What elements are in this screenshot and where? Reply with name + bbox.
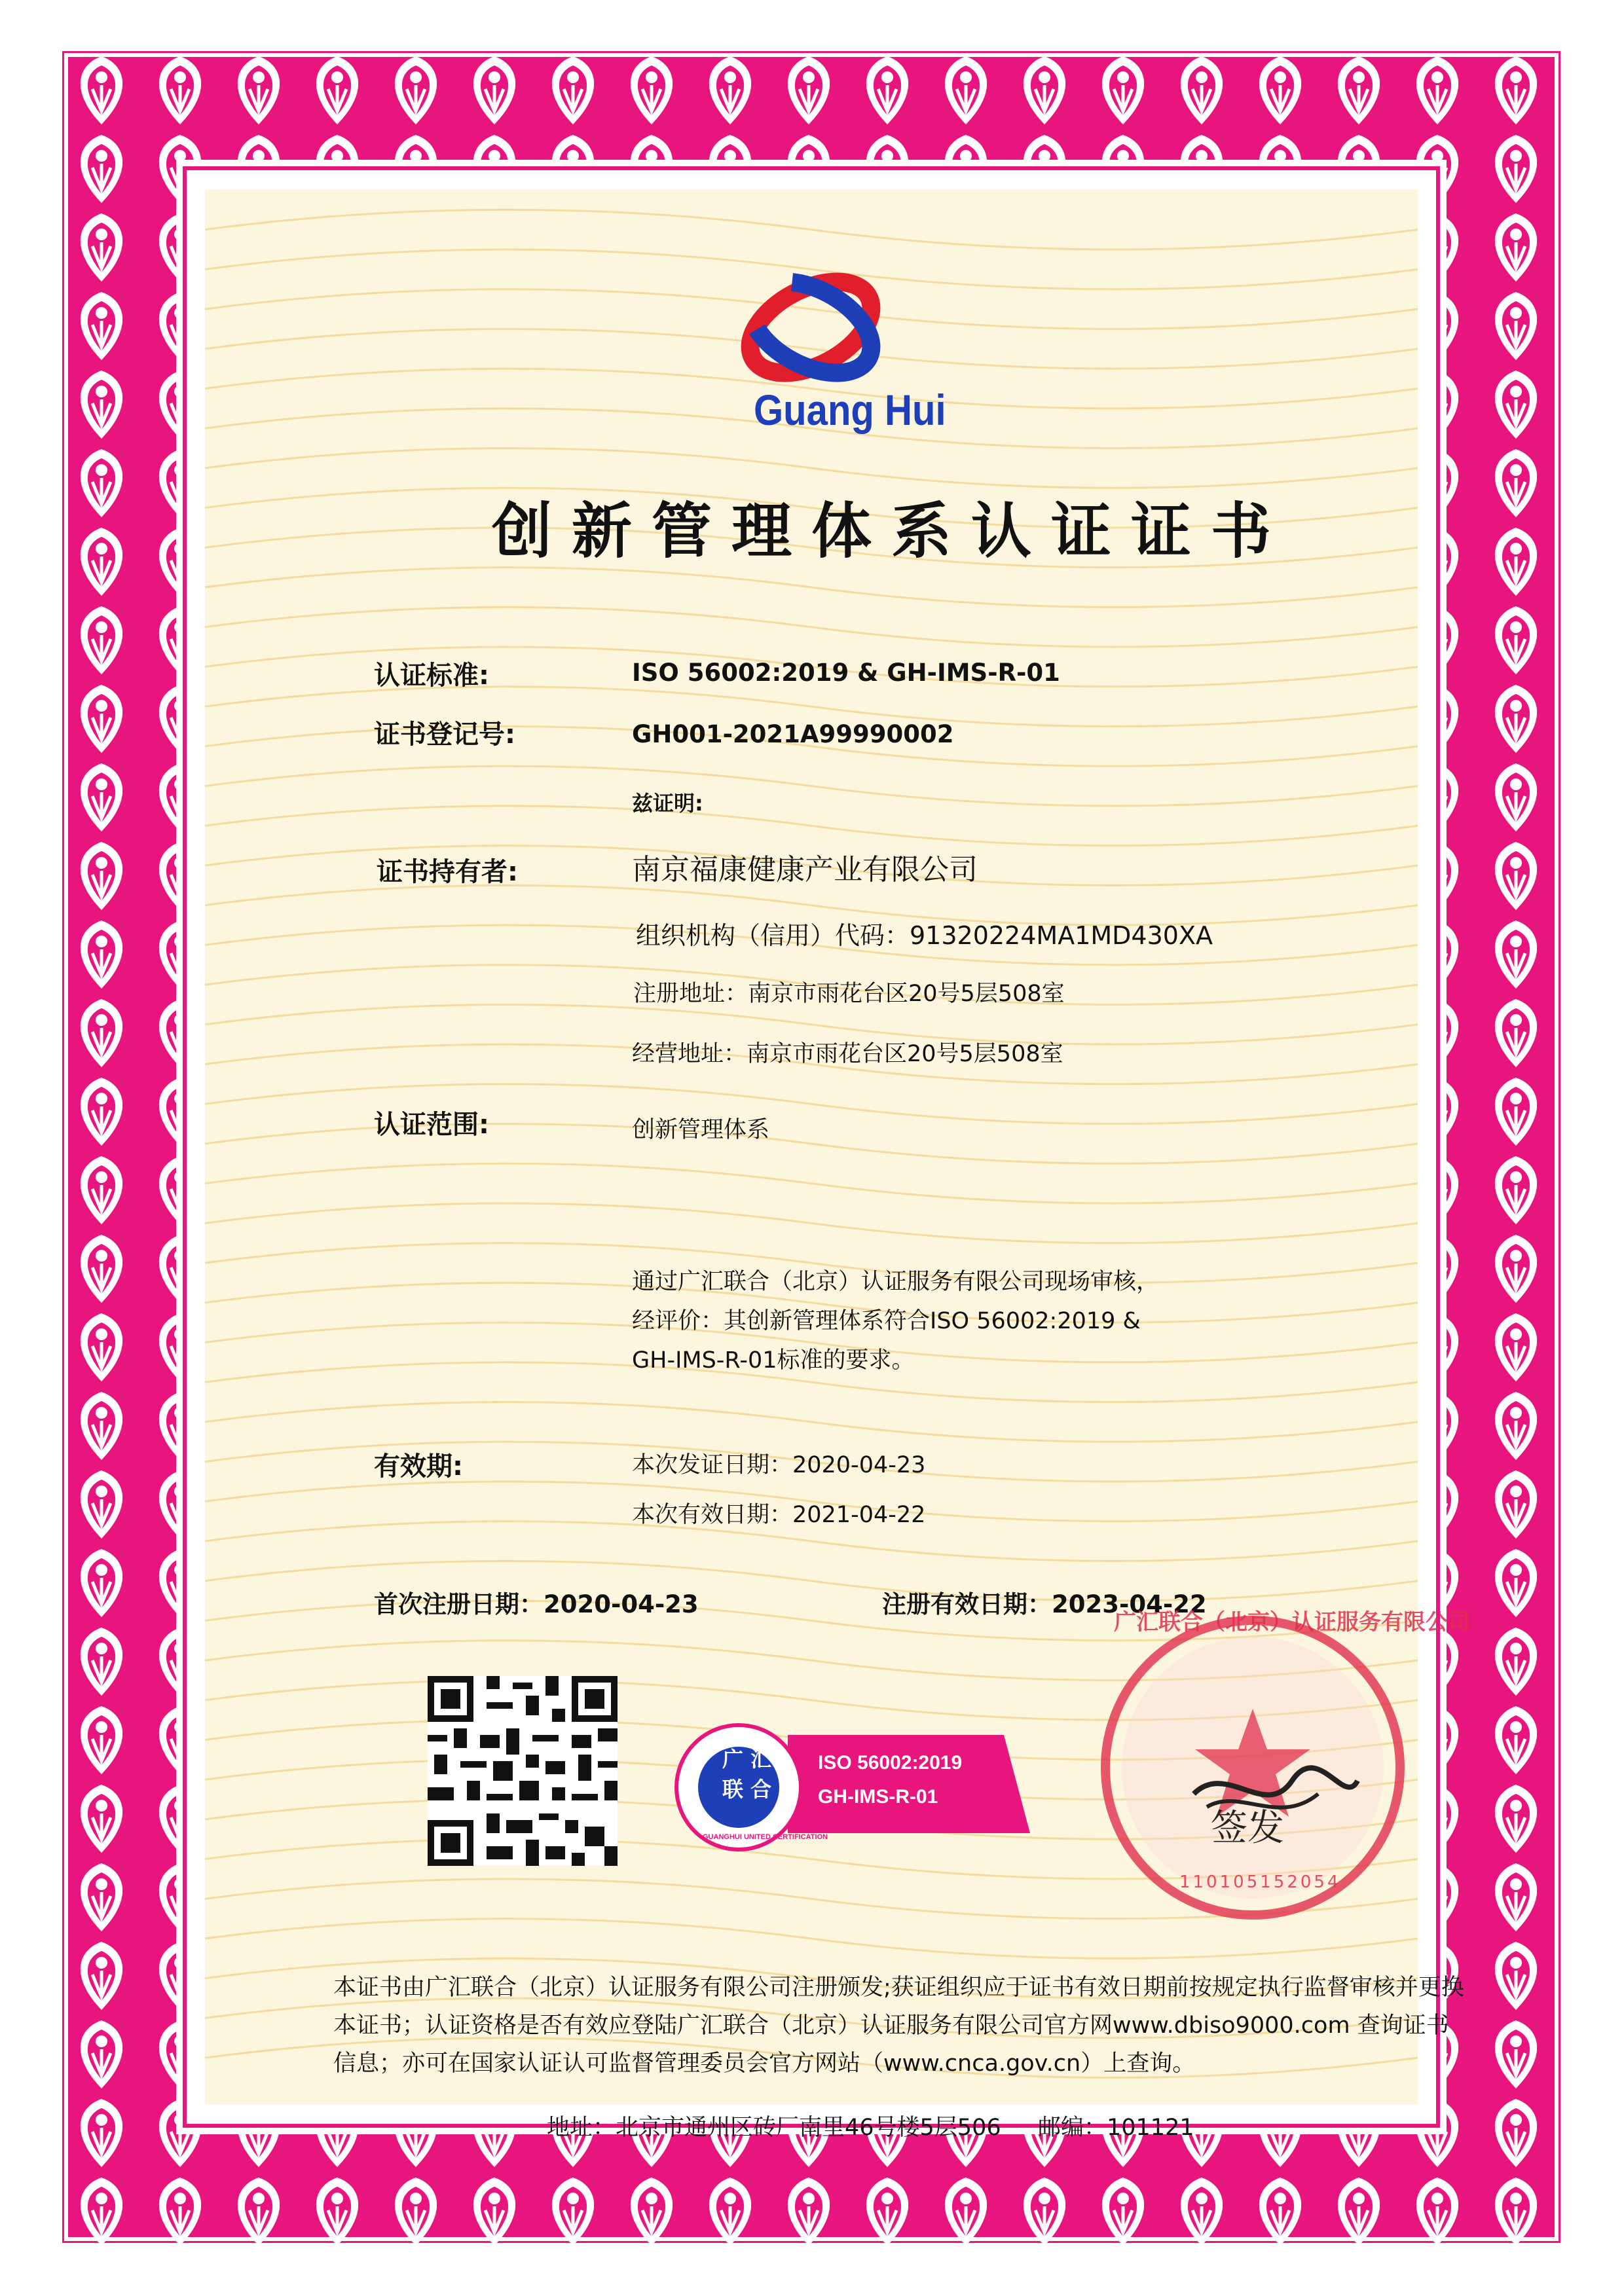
badge-ring-text: GUANGHUI UNITED CERTIFICATION	[703, 1833, 828, 1841]
certificate-title: 创新管理体系认证证书	[492, 496, 1291, 566]
badge-circle-text-2: 联 合	[722, 1777, 772, 1802]
reg-no-label: 证书登记号:	[374, 720, 515, 750]
qr-code[interactable]	[428, 1676, 618, 1866]
biz-address: 经营地址：南京市雨花台区20号5层508室	[632, 1041, 1063, 1067]
badge-standard-line-2: GH-IMS-R-01	[818, 1786, 938, 1808]
reg-address: 注册地址：南京市雨花台区20号5层508室	[633, 981, 1065, 1007]
footer-line-1: 本证书由广汇联合（北京）认证服务有限公司注册颁发;获证组织应于证书有效日期前按规定执行监督审核并更换	[333, 1975, 1464, 2001]
inner-border-line	[183, 166, 1470, 2141]
inner-frame	[176, 160, 1470, 2141]
footer-postcode: 邮编：101121	[1038, 2115, 1194, 2141]
guanghui-logo-icon	[735, 268, 886, 386]
signed-label: 签发	[1211, 1807, 1284, 1850]
standard-label: 认证标准:	[374, 661, 489, 691]
hereby-text: 兹证明:	[632, 791, 703, 816]
standard-value: ISO 56002:2019 & GH-IMS-R-01	[632, 659, 1060, 687]
reg-no-value: GH001-2021A99990002	[632, 720, 954, 748]
statement-line-1: 通过广汇联合（北京）认证服务有限公司现场审核，	[632, 1269, 1160, 1295]
scope-value: 创新管理体系	[632, 1117, 770, 1143]
reg-valid-date: 注册有效日期：2023-04-22	[882, 1590, 1207, 1618]
valid-date: 本次有效日期：2021-04-22	[632, 1502, 926, 1528]
certificate-content	[205, 190, 1470, 2141]
issue-date: 本次发证日期：2020-04-23	[632, 1452, 926, 1478]
badge-circle-text-1: 广 汇	[722, 1747, 772, 1772]
logo-brand-text: Guang Hui	[754, 386, 946, 434]
first-reg-date: 首次注册日期：2020-04-23	[374, 1590, 699, 1618]
seal-number: 110105152054	[1179, 1872, 1341, 1892]
certificate-paper	[205, 190, 1470, 2141]
footer-line-2: 本证书；认证资格是否有效应登陆广汇联合（北京）认证服务有限公司官方网www.dbiso9000.com 查询证书	[333, 2013, 1449, 2039]
statement-line-2: 经评价：其创新管理体系符合ISO 56002:2019 &	[632, 1308, 1141, 1334]
statement-line-3: GH-IMS-R-01标准的要求。	[632, 1347, 915, 1374]
certificate-border	[62, 51, 1560, 2243]
org-code: 组织机构（信用）代码：91320224MA1MD430XA	[636, 921, 1213, 950]
badge-standard-line-1: ISO 56002:2019	[818, 1752, 963, 1774]
holder-label: 证书持有者:	[377, 857, 518, 887]
footer-line-3: 信息；亦可在国家认证认可监督管理委员会官方网站（www.cnca.gov.cn）上查询。	[333, 2050, 1196, 2077]
scope-label: 认证范围:	[374, 1110, 489, 1140]
seal-ring-text: 广汇联合（北京）认证服务有限公司	[1114, 1609, 1470, 1635]
validity-label: 有效期:	[374, 1451, 463, 1482]
holder-name: 南京福康健康产业有限公司	[632, 853, 978, 886]
footer-address: 地址：北京市通州区砖厂南里46号楼5层506	[547, 2115, 1001, 2141]
